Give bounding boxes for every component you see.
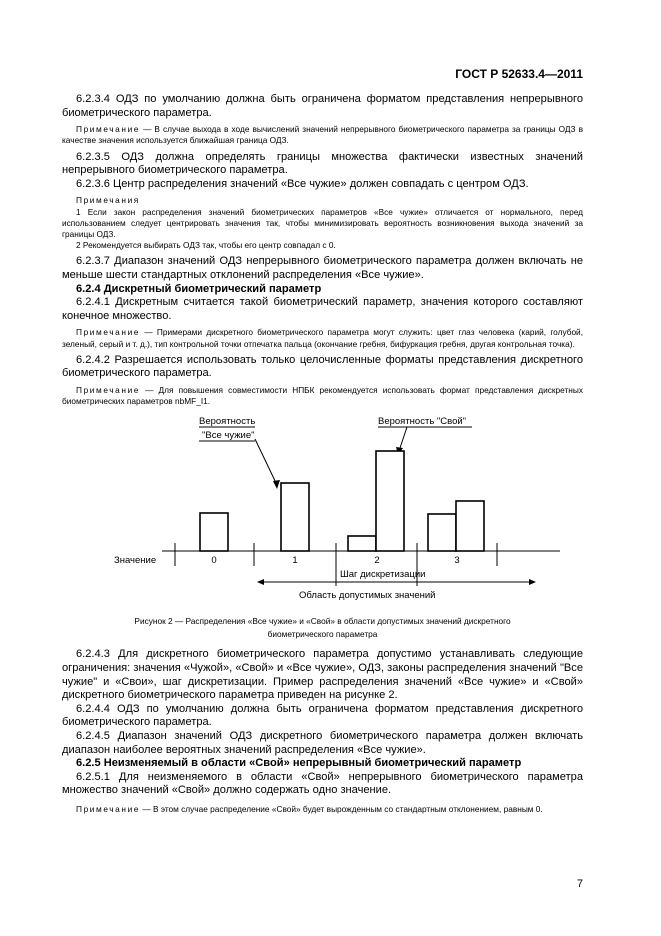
tick-label-1: 1: [292, 555, 298, 567]
tick-label-3: 3: [454, 555, 460, 567]
step-label: Шаг дискретизации: [340, 569, 426, 581]
range-label: Область допустимых значений: [299, 590, 436, 602]
note-1: 1 Если закон распределения значений биометрических параметров «Все чужие» отличается от нормального, перед использованием следует центрировать значения так, чтобы минимизировать вероятность возникновения выхода значений за границы ОДЗ.: [62, 206, 583, 239]
page-number: 7: [576, 878, 583, 890]
heading-6-2-4: 6.2.4 Дискретный биометрический параметр: [76, 282, 322, 295]
notes-heading: Примечания: [76, 195, 140, 206]
tick-label-0: 0: [211, 555, 217, 567]
document-id: ГОСТ Р 52633.4—2011: [455, 67, 583, 81]
figure-2: [62, 413, 583, 613]
range-arrow-left: [257, 579, 264, 585]
bar-alien-3: [428, 514, 456, 551]
figure-caption: [62, 615, 583, 640]
alien-pointer-arrowhead: [273, 480, 280, 489]
note-6-2-4-2: Примечание — Для повышения совместимости НПБК рекомендуется использовать формат представления дискретных биометрических параметров nbMF_I1.: [62, 384, 583, 407]
note-6-2-4-1: Примечание — Примерами дискретного биометрического параметра могут служить: цвет глаз человека (карий, голубой, зеленый, серый и т. д.), тип контрольной точки отпечатка пальца (окончание гребня, бифуркация гребня, другая контрольная точка).: [62, 327, 583, 349]
alien-label-line1: Вероятность: [199, 416, 256, 428]
distribution-chart: [62, 413, 583, 613]
paragraph-6-2-3-5: 6.2.3.5 ОДЗ должна определять границы множества фактически известных значений непрерывного биометрического параметра.: [62, 150, 583, 177]
alien-pointer-line: [255, 439, 277, 485]
note-6-2-5-1: Примечание — В этом случае распределение «Свой» будет вырожденным со стандартным отклонением, равным 0.: [76, 803, 543, 814]
bar-alien-1: [281, 483, 309, 551]
page-content: [62, 93, 583, 815]
paragraph-6-2-4-2: 6.2.4.2 Разрешается использовать только целочисленные форматы представления дискретного биометрического параметра.: [62, 353, 583, 380]
caption-line-1: Рисунок 2 — Распределения «Все чужие» и «Свой» в области допустимых значений дискретного: [134, 616, 511, 627]
own-pointer-line: [399, 427, 407, 451]
paragraph-6-2-5-1: 6.2.5.1 Для неизменяемого в области «Свой» непрерывного биометрического параметра множество значений «Свой» должно содержать одно значение.: [62, 770, 583, 797]
bar-alien-0: [200, 513, 228, 551]
bar-alien-2: [348, 536, 376, 551]
paragraph-6-2-3-7: 6.2.3.7 Диапазон значений ОДЗ непрерывного биометрического параметра должен включать не меньше шести стандартных отклонений распределения «Все чужие».: [62, 255, 583, 281]
paragraph-6-2-3-6: 6.2.3.6 Центр распределения значений «Все чужие» должен совпадать с центром ОДЗ.: [76, 177, 529, 190]
x-axis-label: Значение: [114, 555, 157, 567]
note-6-2-3-4: Примечание — В случае выхода в ходе вычислений значений непрерывного биометрического параметра за границы ОДЗ в качестве значения используется ближайшая граница ОДЗ.: [62, 124, 583, 146]
own-label: Вероятность "Свой": [378, 416, 467, 428]
paragraph-6-2-3-4: 6.2.3.4 ОДЗ по умолчанию должна быть ограничена форматом представления непрерывного биометрического параметра.: [62, 93, 583, 119]
paragraph-6-2-4-1: 6.2.4.1 Дискретным считается такой биометрический параметр, значения которого составляют конечное множество.: [62, 296, 583, 322]
caption-line-2: биометрического параметра: [267, 628, 378, 639]
bar-own-2: [376, 451, 404, 551]
paragraph-6-2-4-3: 6.2.4.3 Для дискретного биометрического параметра допустимо устанавливать следующие ограничения: значения «Чужой», «Свой» и «Все чужие», ОДЗ, законы распределения значений "Все чужие" и «Свои», шаг дискретизации. Пример распределения значений «Все чужие» и «Свой» дискретного биометрического параметра приведен на рисунке 2.: [62, 648, 583, 702]
heading-6-2-5: 6.2.5 Неизменяемый в области «Свой» непрерывный биометрический параметр: [76, 757, 522, 770]
bars-group: [200, 451, 484, 551]
paragraph-6-2-4-4: 6.2.4.4 ОДЗ по умолчанию должна быть ограничена форматом представления дискретного биометрического параметра.: [62, 702, 583, 729]
note-2: 2 Рекомендуется выбирать ОДЗ так, чтобы его центр совпадал с 0.: [76, 240, 336, 251]
paragraph-6-2-4-5: 6.2.4.5 Диапазон значений ОДЗ дискретного биометрического параметра должен включать диапазон наиболее вероятных значений распределения «Все чужие».: [62, 729, 583, 756]
alien-label-line2: "Все чужие": [202, 430, 255, 442]
tick-label-2: 2: [374, 555, 380, 567]
bar-own-3: [456, 501, 484, 551]
range-arrow-right: [529, 579, 536, 585]
